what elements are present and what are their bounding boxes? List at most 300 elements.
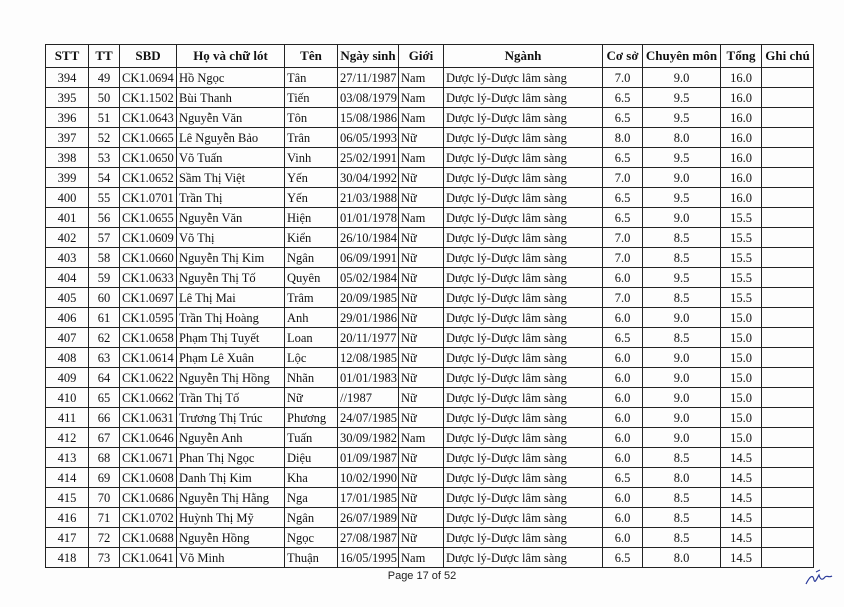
cell-gioi: Nam [399, 68, 444, 88]
cell-stt: 415 [46, 488, 89, 508]
cell-ghi-chu [762, 108, 814, 128]
cell-stt: 406 [46, 308, 89, 328]
header-tt: TT [89, 45, 120, 68]
cell-ho-chu-lot: Võ Thị [177, 228, 285, 248]
cell-chuyen-mon: 9.0 [643, 348, 721, 368]
table-row [46, 448, 814, 468]
cell-ho-chu-lot: Nguyễn Văn [177, 208, 285, 228]
cell-ten: Nhãn [285, 368, 338, 388]
cell-stt: 416 [46, 508, 89, 528]
cell-stt: 408 [46, 348, 89, 368]
cell-sbd: CK1.1502 [120, 88, 177, 108]
cell-sbd: CK1.0595 [120, 308, 177, 328]
cell-tong: 15.0 [721, 408, 762, 428]
cell-gioi: Nữ [399, 168, 444, 188]
cell-ghi-chu [762, 208, 814, 228]
cell-ghi-chu [762, 468, 814, 488]
cell-nganh: Dược lý-Dược lâm sàng [444, 468, 603, 488]
cell-stt: 403 [46, 248, 89, 268]
cell-gioi: Nữ [399, 328, 444, 348]
cell-nganh: Dược lý-Dược lâm sàng [444, 348, 603, 368]
cell-ten: Tôn [285, 108, 338, 128]
cell-ghi-chu [762, 228, 814, 248]
table-row [46, 288, 814, 308]
cell-sbd: CK1.0608 [120, 468, 177, 488]
cell-tt: 62 [89, 328, 120, 348]
table-row [46, 408, 814, 428]
cell-chuyen-mon: 8.5 [643, 488, 721, 508]
table-row [46, 88, 814, 108]
cell-gioi: Nam [399, 88, 444, 108]
cell-chuyen-mon: 8.5 [643, 288, 721, 308]
cell-ho-chu-lot: Trần Thị [177, 188, 285, 208]
cell-stt: 395 [46, 88, 89, 108]
cell-ten: Loan [285, 328, 338, 348]
cell-co-so: 6.5 [603, 88, 643, 108]
cell-ten: Trân [285, 128, 338, 148]
cell-tt: 51 [89, 108, 120, 128]
cell-ho-chu-lot: Phạm Thị Tuyết [177, 328, 285, 348]
cell-nganh: Dược lý-Dược lâm sàng [444, 368, 603, 388]
cell-co-so: 6.5 [603, 148, 643, 168]
cell-gioi: Nữ [399, 468, 444, 488]
cell-nganh: Dược lý-Dược lâm sàng [444, 68, 603, 88]
cell-ngay-sinh: 29/01/1986 [338, 308, 399, 328]
cell-nganh: Dược lý-Dược lâm sàng [444, 148, 603, 168]
cell-tong: 14.5 [721, 528, 762, 548]
table-row [46, 508, 814, 528]
cell-ghi-chu [762, 528, 814, 548]
header-sbd: SBD [120, 45, 177, 68]
cell-stt: 399 [46, 168, 89, 188]
cell-gioi: Nữ [399, 388, 444, 408]
cell-ghi-chu [762, 388, 814, 408]
cell-sbd: CK1.0697 [120, 288, 177, 308]
cell-tong: 15.0 [721, 368, 762, 388]
cell-gioi: Nữ [399, 188, 444, 208]
header-ngay-sinh: Ngày sinh [338, 45, 399, 68]
table-row [46, 368, 814, 388]
cell-chuyen-mon: 8.5 [643, 448, 721, 468]
cell-stt: 418 [46, 548, 89, 568]
table-row [46, 308, 814, 328]
header-gioi: Giới [399, 45, 444, 68]
cell-co-so: 6.0 [603, 488, 643, 508]
table-row [46, 428, 814, 448]
cell-nganh: Dược lý-Dược lâm sàng [444, 408, 603, 428]
cell-co-so: 7.0 [603, 168, 643, 188]
cell-ngay-sinh: 06/05/1993 [338, 128, 399, 148]
cell-tong: 15.5 [721, 208, 762, 228]
cell-tong: 16.0 [721, 108, 762, 128]
cell-co-so: 6.5 [603, 208, 643, 228]
cell-ten: Nữ [285, 388, 338, 408]
cell-ho-chu-lot: Nguyễn Hồng [177, 528, 285, 548]
cell-stt: 413 [46, 448, 89, 468]
cell-chuyen-mon: 9.5 [643, 268, 721, 288]
cell-ghi-chu [762, 488, 814, 508]
cell-ho-chu-lot: Lê Nguyễn Bảo [177, 128, 285, 148]
cell-tt: 65 [89, 388, 120, 408]
cell-ngay-sinh: //1987 [338, 388, 399, 408]
header-chuyen-mon: Chuyên môn [643, 45, 721, 68]
table-row [46, 468, 814, 488]
cell-ho-chu-lot: Danh Thị Kim [177, 468, 285, 488]
cell-tt: 57 [89, 228, 120, 248]
cell-gioi: Nữ [399, 448, 444, 468]
cell-sbd: CK1.0701 [120, 188, 177, 208]
cell-chuyen-mon: 9.5 [643, 148, 721, 168]
cell-sbd: CK1.0643 [120, 108, 177, 128]
cell-ngay-sinh: 10/02/1990 [338, 468, 399, 488]
cell-tong: 14.5 [721, 548, 762, 568]
cell-ten: Quyên [285, 268, 338, 288]
cell-ngay-sinh: 27/11/1987 [338, 68, 399, 88]
cell-sbd: CK1.0622 [120, 368, 177, 388]
cell-gioi: Nữ [399, 408, 444, 428]
cell-ho-chu-lot: Nguyễn Thị Kim [177, 248, 285, 268]
cell-chuyen-mon: 9.0 [643, 68, 721, 88]
cell-stt: 402 [46, 228, 89, 248]
cell-ngay-sinh: 26/07/1989 [338, 508, 399, 528]
cell-tt: 58 [89, 248, 120, 268]
cell-ngay-sinh: 05/02/1984 [338, 268, 399, 288]
cell-chuyen-mon: 8.0 [643, 548, 721, 568]
cell-ngay-sinh: 06/09/1991 [338, 248, 399, 268]
cell-ten: Tiến [285, 88, 338, 108]
cell-gioi: Nữ [399, 228, 444, 248]
cell-chuyen-mon: 9.0 [643, 368, 721, 388]
cell-tong: 15.5 [721, 248, 762, 268]
cell-gioi: Nữ [399, 348, 444, 368]
cell-ghi-chu [762, 428, 814, 448]
cell-ho-chu-lot: Hồ Ngọc [177, 68, 285, 88]
cell-ghi-chu [762, 188, 814, 208]
cell-tong: 16.0 [721, 188, 762, 208]
cell-ngay-sinh: 25/02/1991 [338, 148, 399, 168]
cell-ho-chu-lot: Phan Thị Ngọc [177, 448, 285, 468]
cell-stt: 400 [46, 188, 89, 208]
cell-ten: Ngọc [285, 528, 338, 548]
header-co-so: Cơ sở [603, 45, 643, 68]
cell-stt: 412 [46, 428, 89, 448]
cell-ghi-chu [762, 368, 814, 388]
cell-sbd: CK1.0646 [120, 428, 177, 448]
cell-chuyen-mon: 9.5 [643, 188, 721, 208]
cell-tt: 49 [89, 68, 120, 88]
cell-ten: Yến [285, 188, 338, 208]
cell-ten: Thuận [285, 548, 338, 568]
cell-ten: Trâm [285, 288, 338, 308]
table-row [46, 128, 814, 148]
cell-stt: 417 [46, 528, 89, 548]
cell-chuyen-mon: 8.0 [643, 128, 721, 148]
table-row [46, 68, 814, 88]
cell-ho-chu-lot: Bùi Thanh [177, 88, 285, 108]
cell-nganh: Dược lý-Dược lâm sàng [444, 248, 603, 268]
cell-ngay-sinh: 24/07/1985 [338, 408, 399, 428]
cell-nganh: Dược lý-Dược lâm sàng [444, 388, 603, 408]
cell-stt: 401 [46, 208, 89, 228]
cell-ten: Anh [285, 308, 338, 328]
cell-ngay-sinh: 17/01/1985 [338, 488, 399, 508]
cell-nganh: Dược lý-Dược lâm sàng [444, 528, 603, 548]
cell-chuyen-mon: 9.0 [643, 208, 721, 228]
cell-sbd: CK1.0686 [120, 488, 177, 508]
cell-ghi-chu [762, 148, 814, 168]
table-header-row [46, 45, 814, 68]
cell-ngay-sinh: 15/08/1986 [338, 108, 399, 128]
cell-tong: 16.0 [721, 88, 762, 108]
cell-tt: 73 [89, 548, 120, 568]
cell-tong: 15.5 [721, 228, 762, 248]
cell-gioi: Nữ [399, 308, 444, 328]
cell-nganh: Dược lý-Dược lâm sàng [444, 268, 603, 288]
table-row [46, 108, 814, 128]
cell-co-so: 7.0 [603, 248, 643, 268]
cell-chuyen-mon: 9.0 [643, 428, 721, 448]
table-row [46, 188, 814, 208]
cell-ten: Ngân [285, 508, 338, 528]
cell-ho-chu-lot: Lê Thị Mai [177, 288, 285, 308]
cell-co-so: 6.0 [603, 408, 643, 428]
cell-gioi: Nữ [399, 508, 444, 528]
cell-sbd: CK1.0609 [120, 228, 177, 248]
cell-co-so: 7.0 [603, 228, 643, 248]
cell-co-so: 6.5 [603, 108, 643, 128]
cell-co-so: 6.0 [603, 268, 643, 288]
cell-nganh: Dược lý-Dược lâm sàng [444, 288, 603, 308]
cell-nganh: Dược lý-Dược lâm sàng [444, 308, 603, 328]
cell-sbd: CK1.0631 [120, 408, 177, 428]
cell-tt: 52 [89, 128, 120, 148]
cell-tt: 54 [89, 168, 120, 188]
cell-ngay-sinh: 30/04/1992 [338, 168, 399, 188]
cell-ngay-sinh: 03/08/1979 [338, 88, 399, 108]
cell-ghi-chu [762, 168, 814, 188]
cell-ghi-chu [762, 128, 814, 148]
cell-tong: 15.0 [721, 428, 762, 448]
header-tong: Tổng [721, 45, 762, 68]
header-ten: Tên [285, 45, 338, 68]
cell-ghi-chu [762, 268, 814, 288]
cell-gioi: Nam [399, 108, 444, 128]
cell-co-so: 6.0 [603, 528, 643, 548]
cell-chuyen-mon: 8.5 [643, 228, 721, 248]
cell-sbd: CK1.0662 [120, 388, 177, 408]
cell-sbd: CK1.0671 [120, 448, 177, 468]
cell-co-so: 6.0 [603, 448, 643, 468]
cell-tong: 16.0 [721, 128, 762, 148]
cell-sbd: CK1.0702 [120, 508, 177, 528]
cell-chuyen-mon: 9.0 [643, 308, 721, 328]
cell-nganh: Dược lý-Dược lâm sàng [444, 548, 603, 568]
cell-stt: 414 [46, 468, 89, 488]
cell-gioi: Nữ [399, 268, 444, 288]
cell-sbd: CK1.0660 [120, 248, 177, 268]
table-row [46, 208, 814, 228]
cell-ngay-sinh: 21/03/1988 [338, 188, 399, 208]
cell-ngay-sinh: 30/09/1982 [338, 428, 399, 448]
cell-tong: 15.5 [721, 288, 762, 308]
cell-stt: 407 [46, 328, 89, 348]
cell-chuyen-mon: 8.5 [643, 328, 721, 348]
cell-ghi-chu [762, 448, 814, 468]
cell-ten: Tân [285, 68, 338, 88]
cell-gioi: Nữ [399, 248, 444, 268]
cell-gioi: Nam [399, 208, 444, 228]
cell-ghi-chu [762, 68, 814, 88]
cell-sbd: CK1.0694 [120, 68, 177, 88]
cell-ngay-sinh: 20/09/1985 [338, 288, 399, 308]
cell-chuyen-mon: 9.0 [643, 168, 721, 188]
cell-ho-chu-lot: Nguyễn Văn [177, 108, 285, 128]
cell-nganh: Dược lý-Dược lâm sàng [444, 508, 603, 528]
cell-chuyen-mon: 9.0 [643, 408, 721, 428]
cell-tt: 67 [89, 428, 120, 448]
cell-nganh: Dược lý-Dược lâm sàng [444, 208, 603, 228]
cell-gioi: Nam [399, 548, 444, 568]
cell-stt: 409 [46, 368, 89, 388]
cell-ho-chu-lot: Sầm Thị Việt [177, 168, 285, 188]
cell-chuyen-mon: 8.5 [643, 248, 721, 268]
table-row [46, 248, 814, 268]
cell-tt: 66 [89, 408, 120, 428]
cell-co-so: 8.0 [603, 128, 643, 148]
cell-gioi: Nữ [399, 488, 444, 508]
table-row [46, 388, 814, 408]
cell-tt: 59 [89, 268, 120, 288]
cell-chuyen-mon: 8.0 [643, 468, 721, 488]
cell-ngay-sinh: 26/10/1984 [338, 228, 399, 248]
cell-ho-chu-lot: Phạm Lê Xuân [177, 348, 285, 368]
cell-co-so: 6.0 [603, 388, 643, 408]
cell-gioi: Nam [399, 148, 444, 168]
table-row [46, 488, 814, 508]
cell-nganh: Dược lý-Dược lâm sàng [444, 108, 603, 128]
table-row [46, 328, 814, 348]
header-stt: STT [46, 45, 89, 68]
cell-sbd: CK1.0650 [120, 148, 177, 168]
cell-stt: 410 [46, 388, 89, 408]
cell-co-so: 7.0 [603, 288, 643, 308]
cell-ngay-sinh: 12/08/1985 [338, 348, 399, 368]
cell-chuyen-mon: 9.0 [643, 388, 721, 408]
cell-ghi-chu [762, 328, 814, 348]
cell-sbd: CK1.0633 [120, 268, 177, 288]
cell-gioi: Nam [399, 428, 444, 448]
cell-ho-chu-lot: Nguyễn Thị Hằng [177, 488, 285, 508]
cell-nganh: Dược lý-Dược lâm sàng [444, 328, 603, 348]
cell-ghi-chu [762, 308, 814, 328]
cell-ngay-sinh: 20/11/1977 [338, 328, 399, 348]
cell-sbd: CK1.0658 [120, 328, 177, 348]
cell-chuyen-mon: 9.5 [643, 108, 721, 128]
table-row [46, 348, 814, 368]
cell-ghi-chu [762, 508, 814, 528]
cell-tt: 50 [89, 88, 120, 108]
cell-ngay-sinh: 01/01/1983 [338, 368, 399, 388]
cell-ten: Hiện [285, 208, 338, 228]
cell-sbd: CK1.0655 [120, 208, 177, 228]
cell-tt: 60 [89, 288, 120, 308]
table-row [46, 228, 814, 248]
cell-chuyen-mon: 8.5 [643, 508, 721, 528]
page-number: Page 17 of 52 [387, 570, 457, 582]
cell-tong: 15.0 [721, 328, 762, 348]
cell-ghi-chu [762, 348, 814, 368]
cell-co-so: 6.0 [603, 508, 643, 528]
cell-ho-chu-lot: Nguyễn Thị Tố [177, 268, 285, 288]
cell-ho-chu-lot: Trương Thị Trúc [177, 408, 285, 428]
header-nganh: Ngành [444, 45, 603, 68]
cell-stt: 411 [46, 408, 89, 428]
cell-stt: 394 [46, 68, 89, 88]
cell-tong: 15.0 [721, 388, 762, 408]
cell-chuyen-mon: 9.5 [643, 88, 721, 108]
cell-nganh: Dược lý-Dược lâm sàng [444, 228, 603, 248]
cell-nganh: Dược lý-Dược lâm sàng [444, 188, 603, 208]
cell-ho-chu-lot: Nguyễn Anh [177, 428, 285, 448]
cell-ho-chu-lot: Trần Thị Tố [177, 388, 285, 408]
cell-ho-chu-lot: Võ Minh [177, 548, 285, 568]
cell-tt: 63 [89, 348, 120, 368]
table-row [46, 168, 814, 188]
cell-tt: 55 [89, 188, 120, 208]
cell-nganh: Dược lý-Dược lâm sàng [444, 448, 603, 468]
cell-stt: 405 [46, 288, 89, 308]
cell-ten: Kha [285, 468, 338, 488]
cell-ho-chu-lot: Huỳnh Thị Mỹ [177, 508, 285, 528]
cell-sbd: CK1.0652 [120, 168, 177, 188]
cell-ngay-sinh: 01/01/1978 [338, 208, 399, 228]
cell-tong: 14.5 [721, 468, 762, 488]
cell-tt: 72 [89, 528, 120, 548]
header-ghi-chu: Ghi chú [762, 45, 814, 68]
cell-tt: 56 [89, 208, 120, 228]
cell-ten: Yến [285, 168, 338, 188]
signature-mark [804, 566, 834, 588]
table-row [46, 548, 814, 568]
cell-tong: 14.5 [721, 508, 762, 528]
cell-nganh: Dược lý-Dược lâm sàng [444, 128, 603, 148]
cell-chuyen-mon: 8.5 [643, 528, 721, 548]
cell-ten: Diệu [285, 448, 338, 468]
cell-gioi: Nữ [399, 368, 444, 388]
cell-tt: 64 [89, 368, 120, 388]
cell-tong: 16.0 [721, 168, 762, 188]
cell-co-so: 7.0 [603, 68, 643, 88]
cell-stt: 404 [46, 268, 89, 288]
cell-tt: 71 [89, 508, 120, 528]
cell-co-so: 6.0 [603, 348, 643, 368]
cell-tong: 16.0 [721, 148, 762, 168]
cell-ngay-sinh: 27/08/1987 [338, 528, 399, 548]
cell-ho-chu-lot: Trần Thị Hoàng [177, 308, 285, 328]
cell-nganh: Dược lý-Dược lâm sàng [444, 428, 603, 448]
cell-ghi-chu [762, 88, 814, 108]
cell-tt: 53 [89, 148, 120, 168]
cell-ten: Lộc [285, 348, 338, 368]
cell-ten: Vinh [285, 148, 338, 168]
cell-ho-chu-lot: Võ Tuấn [177, 148, 285, 168]
table-row [46, 148, 814, 168]
cell-ngay-sinh: 16/05/1995 [338, 548, 399, 568]
cell-ten: Phương [285, 408, 338, 428]
cell-sbd: CK1.0641 [120, 548, 177, 568]
cell-ngay-sinh: 01/09/1987 [338, 448, 399, 468]
cell-tt: 69 [89, 468, 120, 488]
